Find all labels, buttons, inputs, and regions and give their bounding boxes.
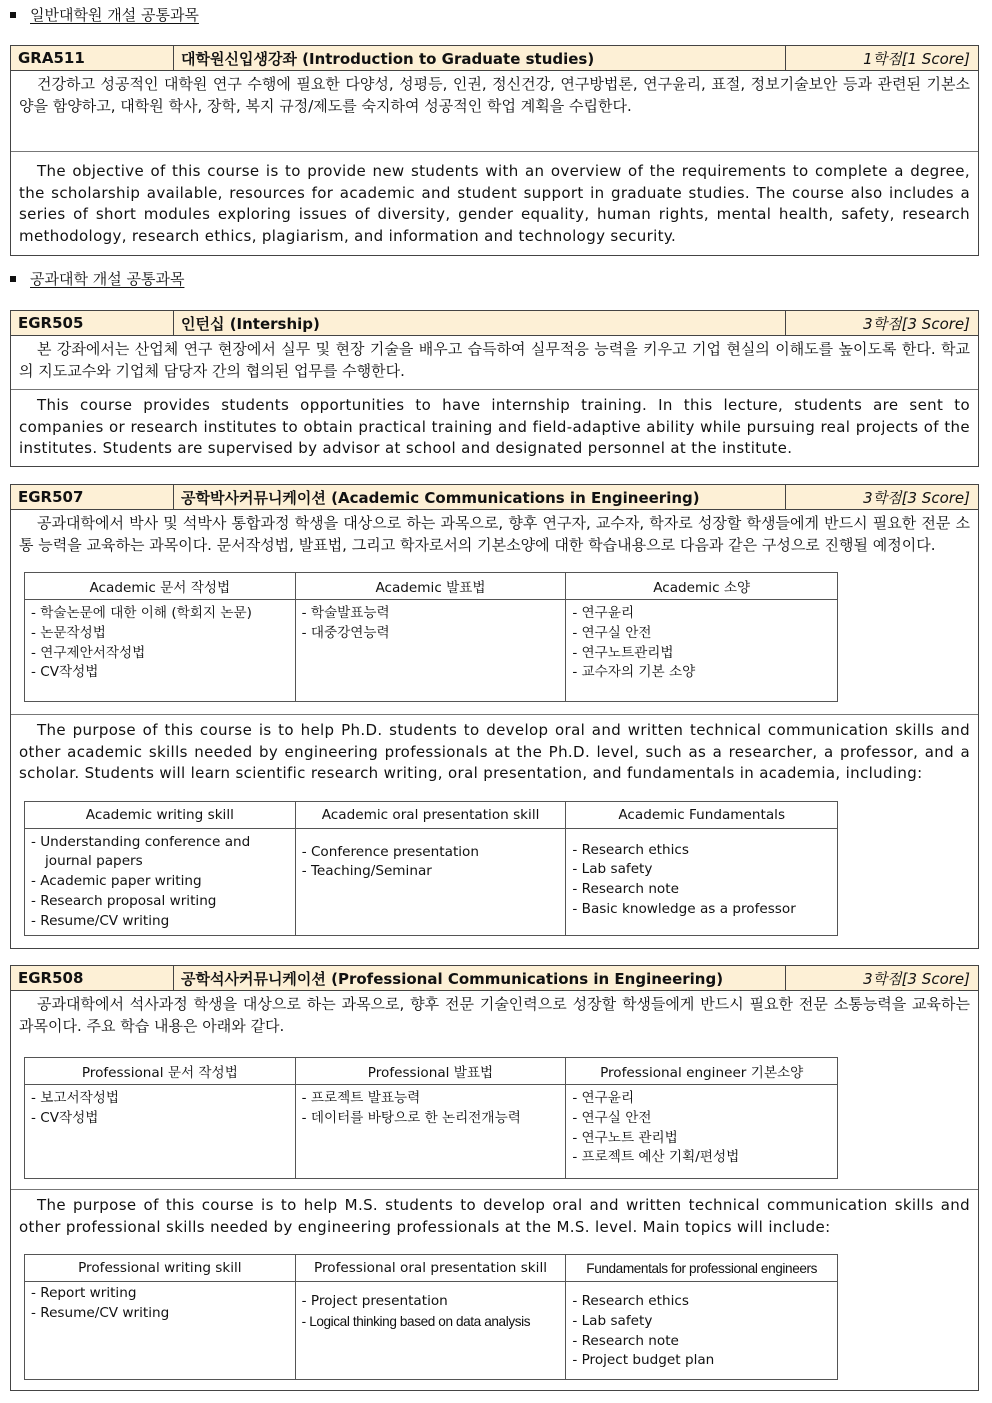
list-item: - Logical thinking based on data analysis	[302, 1312, 560, 1332]
table-header: Fundamentals for professional engineers	[566, 1255, 838, 1282]
table-header: Academic 발표법	[295, 573, 566, 600]
list-item: - 프로젝트 예산 기획/편성법	[572, 1148, 831, 1168]
table-cell	[566, 828, 838, 936]
course-desc-en: The purpose of this course is to help Ph.D. students to develop oral and written technical communication skills and other academic skills needed by engineering professionals at the Ph.D. level, such as a researcher, a professor, and a scholar. Students will learn scientific research writing, oral presentation, and fundamentals in academia, including:	[19, 721, 970, 782]
section-title-text: 공과대학 개설 공통과목	[30, 270, 185, 288]
course-desc-en: The objective of this course is to provide new students with an overview of the requirements to complete a degree, the scholarship available, resources for academic and student support in graduate studies. The course also includes a series of short modules exploring issues of diversity, gender equality, human rights, mental health, safety, research methodology, research ethics, plagiarism, and information and technology security.	[19, 162, 970, 245]
course-code: EGR507	[11, 485, 174, 509]
list-item: - 연구제안서작성법	[31, 644, 289, 664]
course-desc-ko: 공과대학에서 박사 및 석박사 통합과정 학생을 대상으로 하는 과목으로, 향후 연구자, 교수자, 학자로 성장할 학생들에게 반드시 필요한 전문 소통 능력을 교육하는 과목이다. 문서작성법, 발표법, 그리고 학자로서의 기본소양에 대한 학습내용으로 다음과 같은 구성으로 진행될 예정이다.	[19, 514, 970, 554]
list-item: - 논문작성법	[31, 624, 289, 644]
table-cell	[25, 600, 296, 702]
table-cell	[295, 1282, 566, 1380]
list-item: - Lab safety	[572, 860, 831, 880]
list-item: - Teaching/Seminar	[302, 862, 560, 882]
curriculum-table-en	[24, 1254, 838, 1380]
table-header: Professional engineer 기본소양	[566, 1058, 838, 1085]
list-item: - 연구노트관리법	[572, 644, 831, 664]
course-credit: 1학점[1 Score]	[863, 49, 970, 68]
list-item: - 대중강연능력	[302, 624, 560, 644]
section-title-engineering-common	[10, 268, 184, 289]
table-header: Professional 발표법	[295, 1058, 566, 1085]
table-cell	[566, 1282, 838, 1380]
list-item: - Lab safety	[572, 1312, 831, 1332]
bullet-icon	[10, 12, 16, 18]
list-item: - 연구실 안전	[572, 624, 831, 644]
list-item: - Understanding conference and journal papers	[31, 833, 289, 873]
list-item: - Research note	[572, 880, 831, 900]
list-item: - Research note	[572, 1332, 831, 1352]
table-cell	[566, 1085, 838, 1179]
course-header	[11, 966, 978, 991]
list-item: - 연구윤리	[572, 1089, 831, 1109]
bullet-icon	[10, 276, 16, 282]
list-item: - 보고서작성법	[31, 1089, 289, 1109]
course-credit: 3학점[3 Score]	[863, 969, 970, 988]
curriculum-table-en	[24, 801, 838, 937]
course-header	[11, 311, 978, 336]
list-item: - 프로젝트 발표능력	[302, 1089, 560, 1109]
list-item: - Research proposal writing	[31, 892, 289, 912]
course-egr508	[10, 965, 979, 1391]
course-name: 인턴십 (Intership)	[174, 311, 786, 335]
list-item: - Project presentation	[302, 1292, 560, 1312]
course-header	[11, 485, 978, 510]
list-item: - Academic paper writing	[31, 872, 289, 892]
list-item: - Report writing	[31, 1284, 289, 1304]
list-item: - 연구노트 관리법	[572, 1129, 831, 1149]
table-cell	[295, 828, 566, 936]
list-item: - 교수자의 기본 소양	[572, 663, 831, 683]
table-cell	[25, 1085, 296, 1179]
table-header: Professional oral presentation skill	[295, 1255, 566, 1282]
table-cell	[295, 600, 566, 702]
course-gra511	[10, 45, 979, 256]
section-title-text: 일반대학원 개설 공통과목	[30, 6, 199, 24]
table-header: Academic 소양	[566, 573, 838, 600]
list-item: - Project budget plan	[572, 1351, 831, 1371]
table-cell	[566, 600, 838, 702]
course-desc-ko: 건강하고 성공적인 대학원 연구 수행에 필요한 다양성, 성평등, 인권, 정신건강, 연구방법론, 연구윤리, 표절, 정보기술보안 등과 관련된 기본소양을 함양하고, 대학원 학사, 장학, 복지 규정/제도를 숙지하여 성공적인 학업 계획을 수립한다.	[19, 75, 970, 115]
table-header: Academic oral presentation skill	[295, 801, 566, 828]
course-credit: 3학점[3 Score]	[863, 488, 970, 507]
section-title-graduate-common	[10, 4, 199, 25]
course-desc-ko: 공과대학에서 석사과정 학생을 대상으로 하는 과목으로, 향후 전문 기술인력으로 성장할 학생들에게 반드시 필요한 전문 소통능력을 교육하는 과목이다. 주요 학습 내용은 아래와 같다.	[19, 995, 970, 1035]
list-item: - 연구실 안전	[572, 1109, 831, 1129]
curriculum-table-ko	[24, 1057, 838, 1179]
course-desc-en: The purpose of this course is to help M.S. students to develop oral and written technical communication skills and other professional skills needed by engineering professionals at the M.S. level. Main topics will include:	[19, 1196, 970, 1236]
course-egr507	[10, 484, 979, 949]
list-item: - Resume/CV writing	[31, 912, 289, 932]
list-item: - Conference presentation	[302, 843, 560, 863]
table-cell	[25, 1282, 296, 1380]
list-item: - Resume/CV writing	[31, 1304, 289, 1324]
table-header: Academic 문서 작성법	[25, 573, 296, 600]
table-cell	[295, 1085, 566, 1179]
table-header: Academic writing skill	[25, 801, 296, 828]
table-header: Academic Fundamentals	[566, 801, 838, 828]
course-name: 공학박사커뮤니케이션 (Academic Communications in Engineering)	[174, 485, 786, 509]
list-item: - CV작성법	[31, 1109, 289, 1129]
course-name: 대학원신입생강좌 (Introduction to Graduate studies)	[174, 46, 786, 70]
list-item: - 학술논문에 대한 이해 (학회지 논문)	[31, 604, 289, 624]
table-header: Professional writing skill	[25, 1255, 296, 1282]
list-item: - 학술발표능력	[302, 604, 560, 624]
list-item: - 연구윤리	[572, 604, 831, 624]
table-cell	[25, 828, 296, 936]
course-code: EGR508	[11, 966, 174, 990]
course-desc-ko: 본 강좌에서는 산업체 연구 현장에서 실무 및 현장 기술을 배우고 습득하여 실무적응 능력을 키우고 기업 현실의 이해도를 높이도록 한다. 학교의 지도교수와 기업체 담당자 간의 협의된 업무를 수행한다.	[19, 340, 970, 380]
list-item: - 데이터를 바탕으로 한 논리전개능력	[302, 1109, 560, 1129]
course-code: GRA511	[11, 46, 174, 70]
list-item: - Research ethics	[572, 1292, 831, 1312]
table-header: Professional 문서 작성법	[25, 1058, 296, 1085]
course-header	[11, 46, 978, 71]
course-egr505	[10, 310, 979, 467]
course-desc-en: This course provides students opportunities to have internship training. In this lecture, students are sent to companies or research institutes to obtain practical training and field-adaptive ability while pursuing real projects of the institutes. Students are supervised by advisor at school and designated personnel at the institute.	[19, 396, 970, 457]
curriculum-table-ko	[24, 572, 838, 702]
course-code: EGR505	[11, 311, 174, 335]
list-item: - Basic knowledge as a professor	[572, 900, 831, 920]
course-credit: 3학점[3 Score]	[863, 314, 970, 333]
list-item: - CV작성법	[31, 663, 289, 683]
course-name: 공학석사커뮤니케이션 (Professional Communications in Engineering)	[174, 966, 786, 990]
list-item: - Research ethics	[572, 841, 831, 861]
